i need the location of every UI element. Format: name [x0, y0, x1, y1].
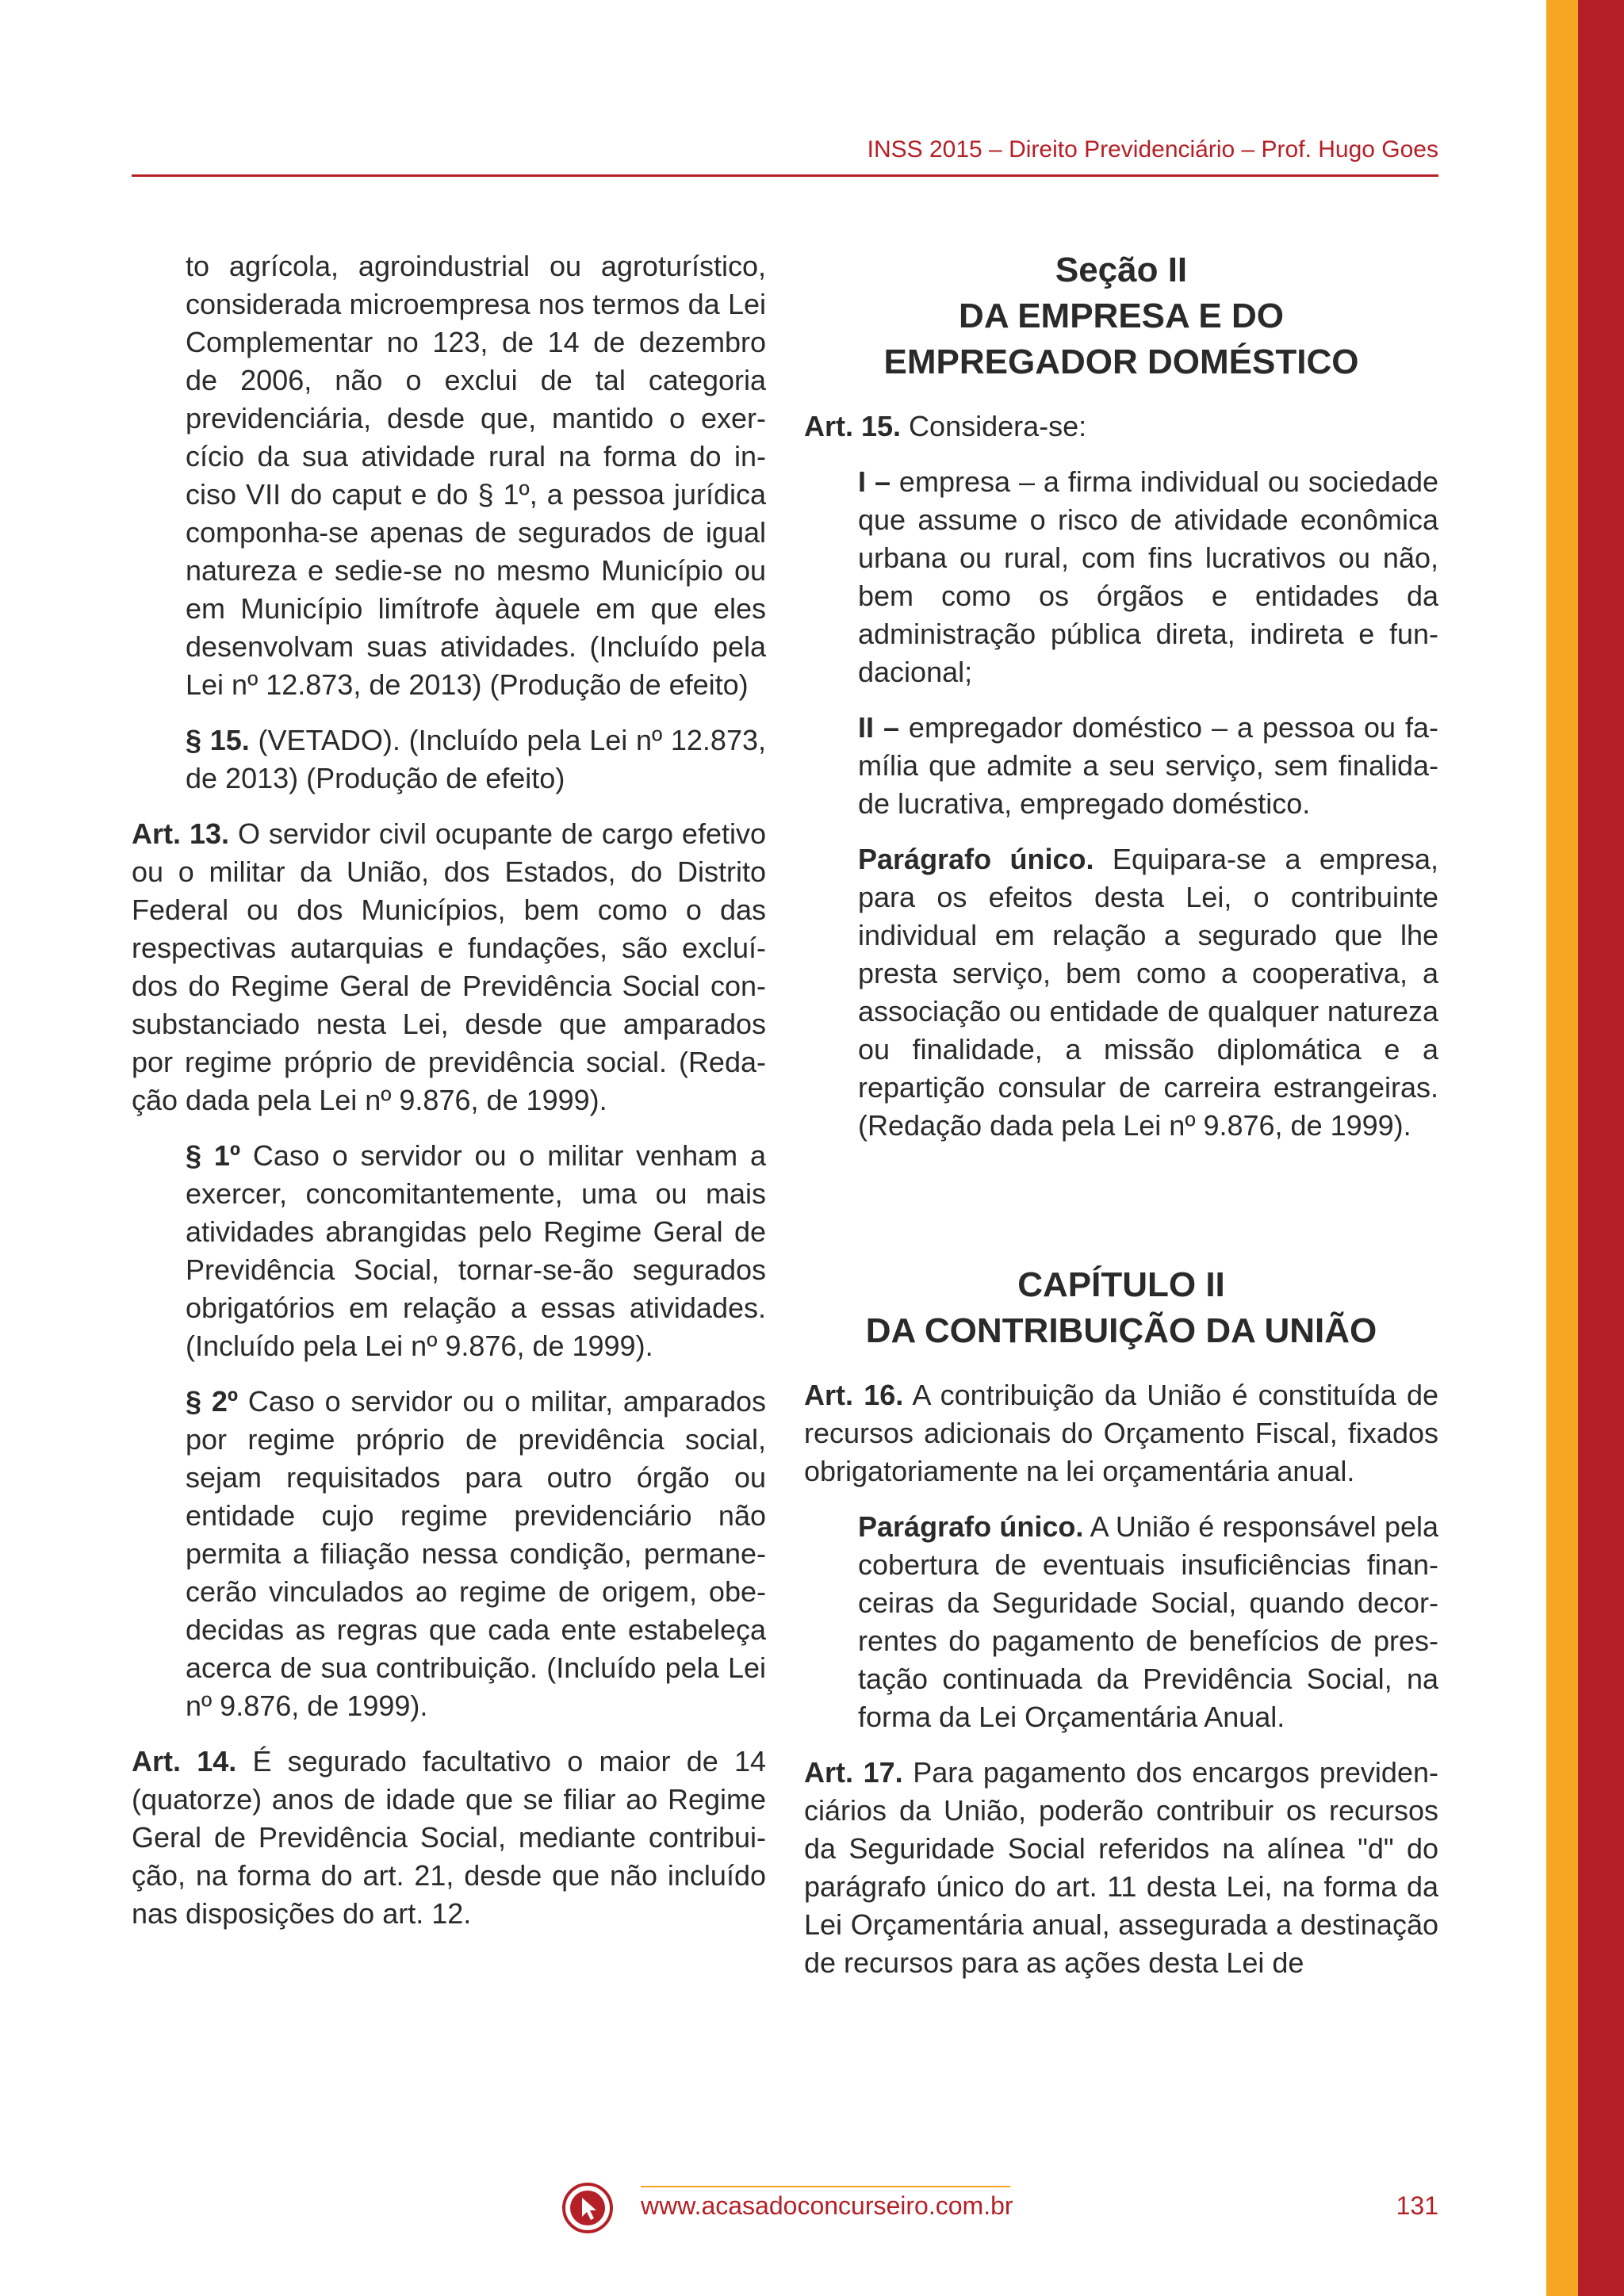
article-13-label: Art. 13.	[132, 817, 229, 850]
section-2-text: Caso o servidor ou o militar, amparados por regime próprio de previdência social, sejam requisitados para outro órgão ou entidade cujo regime previdenciário não permita a filiação nessa condição, permanecerão vinculados ao regime de origem, obedecidas as regras que cada ente estabeleça acerca de sua contribuição. (Incluído pela Lei nº 9.876, de 1999).	[186, 1385, 766, 1722]
sole-paragraph-15-text: Equipara-se a empresa, para os efeitos desta Lei, o contribuinte individual em relação a segurado que lhe presta serviço, bem como a cooperativa, a associação ou entidade de qualquer natureza ou finalidade, a missão diplomática e a repartição consular de carreira estrangeiras. (Redação dada pela Lei nº 9.876, de 1999).	[858, 843, 1438, 1142]
article-14-text: É segurado facultativo o maior de 14 (quatorze) anos de idade que se filiar ao Regime Geral de Previdência Social, mediante contribuição, na forma do art. 21, desde que não incluído nas disposições do art. 12.	[132, 1745, 766, 1930]
article-17	[804, 1754, 1438, 1982]
sole-paragraph-16-label: Parágrafo único.	[858, 1510, 1084, 1543]
right-column	[804, 247, 1438, 1999]
side-stripe-red	[1578, 0, 1624, 2296]
article-15-item-i	[804, 463, 1438, 691]
article-16-label: Art. 16.	[804, 1379, 904, 1411]
article-15-item-ii	[804, 709, 1438, 823]
section-heading-line-1: Seção II	[1055, 251, 1188, 289]
article-16-text: A contribuição da União é constituída de recursos adicionais do Orçamento Fiscal, fixados obrigatoriamente na lei orçamentária anual.	[804, 1379, 1438, 1487]
section-heading	[804, 247, 1438, 385]
article-15-text: Considera-se:	[901, 410, 1087, 442]
section-heading-line-2: DA EMPRESA E DO	[959, 297, 1284, 335]
paragraph-15	[132, 721, 766, 798]
footer-website-link[interactable]: www.acasadoconcurseiro.com.br	[641, 2191, 1013, 2220]
chapter-heading-line-2: DA CONTRIBUIÇÃO DA UNIÃO	[865, 1311, 1377, 1350]
chapter-heading-line-1: CAPÍTULO II	[1017, 1265, 1225, 1304]
cursor-logo-icon	[561, 2182, 614, 2234]
sole-paragraph-15-label: Parágrafo único.	[858, 843, 1094, 875]
article-17-text: Para pagamento dos encargos previdenciários da União, poderão contribuir os recursos da Seguridade Social referidos na alínea "d" do parágrafo único do art. 11 desta Lei, na forma da Lei Orçamentária anual, assegurada a destinação de recursos para as ações desta Lei de	[804, 1756, 1438, 1979]
page-header	[132, 133, 1438, 177]
section-heading-line-3: EMPREGADOR DOMÉSTICO	[883, 342, 1359, 381]
left-column	[132, 247, 766, 1950]
article-15-label: Art. 15.	[804, 410, 902, 442]
article-13-section-2	[132, 1383, 766, 1725]
article-16-sole-paragraph	[804, 1508, 1438, 1736]
article-15-sole-paragraph	[804, 840, 1438, 1145]
item-ii-text: empregador doméstico – a pessoa ou família que admite a seu serviço, sem finalidade lucrativa, empregado doméstico.	[858, 711, 1438, 820]
section-1-label: § 1º	[186, 1139, 241, 1172]
article-13	[132, 815, 766, 1119]
article-13-section-1	[132, 1137, 766, 1365]
article-15	[804, 408, 1438, 446]
chapter-heading	[804, 1262, 1438, 1354]
item-ii-label: II –	[858, 711, 899, 744]
footer-divider	[641, 2186, 1010, 2187]
section-2-label: § 2º	[186, 1385, 239, 1418]
article-14-label: Art. 14.	[132, 1745, 237, 1777]
paragraph-15-label: § 15.	[186, 724, 250, 756]
sole-paragraph-16-text: A União é responsável pela cobertura de eventuais insuficiências financeiras da Seguridade Social, quando decorrentes do pagamento de benefícios de prestação continuada da Previdência Social, na forma da Lei Orçamentária Anual.	[858, 1510, 1439, 1733]
item-i-text: empresa – a firma individual ou sociedade que assume o risco de atividade econômica urbana ou rural, com fins lucrativos ou não, bem como os órgãos e entidades da administração pública direta, indireta e fundacional;	[858, 465, 1439, 688]
section-1-text: Caso o servidor ou o militar venham a exercer, concomitantemente, uma ou mais atividades abrangidas pelo Regime Geral de Previdência Social, tornar-se-ão segurados obrigatórios em relação a essas atividades. (Incluído pela Lei nº 9.876, de 1999).	[186, 1139, 766, 1362]
article-14	[132, 1743, 766, 1933]
page-number: 131	[1396, 2191, 1438, 2220]
article-16	[804, 1376, 1438, 1490]
item-i-label: I –	[858, 465, 891, 498]
article-13-text: O servidor civil ocupante de cargo efetivo ou o militar da União, dos Estados, do Distrito Federal ou dos Municípios, bem como o das respectivas autarquias e fundações, são excluídos do Regime Geral de Previdência Social consubstanciado nesta Lei, desde que amparados por regime próprio de previdência social. (Redação dada pela Lei nº 9.876, de 1999).	[132, 817, 766, 1116]
header-title: INSS 2015 – Direito Previdenciário – Prof. Hugo Goes	[867, 136, 1438, 163]
article-17-label: Art. 17.	[804, 1756, 903, 1789]
side-stripe-orange	[1546, 0, 1578, 2296]
paragraph-continuation: to agrícola, agroindustrial ou agroturístico, considerada microempresa nos termos da Lei Complementar no 123, de 14 de dezembro de 2006, não o exclui de tal categoria previdenciária, desde que, mantido o exercício da sua atividade rural na forma do inciso VII do caput e do § 1º, a pessoa jurídica componha-se apenas de segurados de igual natureza e sedie-se no mesmo Município ou em Município limítrofe àquele em que eles desenvolvam suas atividades. (Incluído pela Lei nº 12.873, de 2013) (Produção de efeito)	[186, 250, 766, 701]
paragraph-15-text: (VETADO). (Incluído pela Lei nº 12.873, de 2013) (Produção de efeito)	[186, 724, 766, 794]
